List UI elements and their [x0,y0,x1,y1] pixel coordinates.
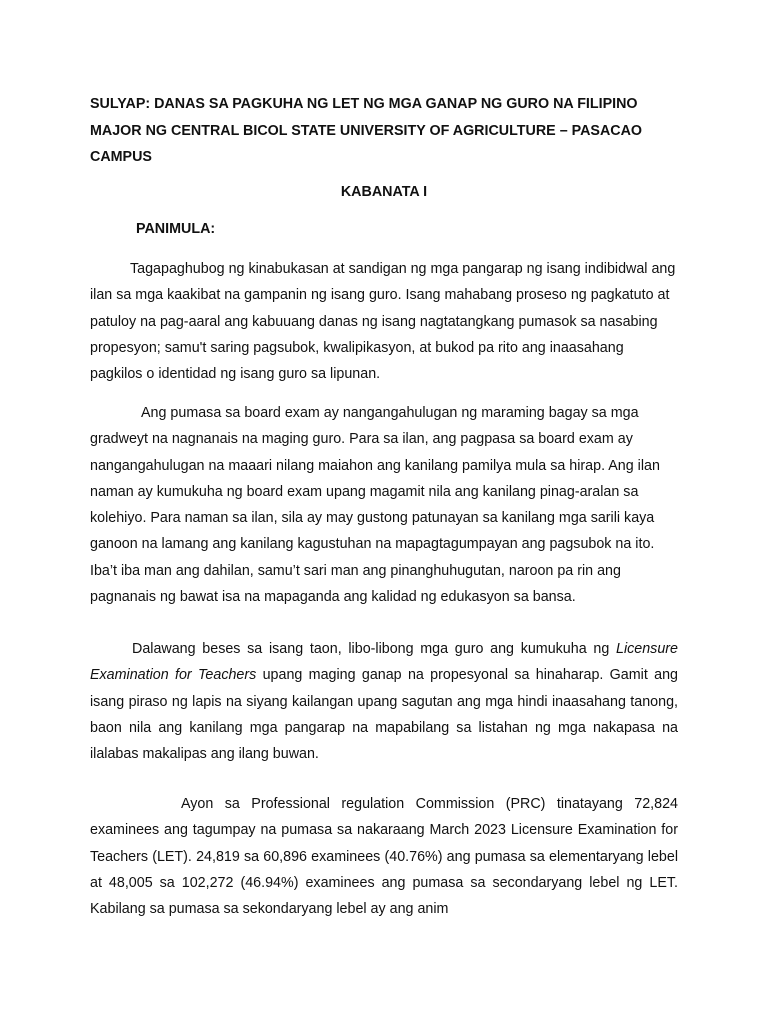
paragraph-3-text-start: Dalawang beses sa isang taon, libo-libong mga guro ang kumukuha ng [132,641,616,657]
paragraph-3 [90,636,678,767]
document-title: SULYAP: DANAS SA PAGKUHA NG LET NG MGA GANAP NG GURO NA FILIPINO MAJOR NG CENTRAL BICOL STATE UNIVERSITY OF AGRICULTURE – PASACAO CAMPUS [90,96,643,165]
paragraph-3-italic-term: Licensure Examination for Teachers [90,641,678,684]
chapter-heading: KABANATA I [340,184,428,200]
paragraph-1: Tagapaghubog ng kinabukasan at sandigan ng mga pangarap ng isang indibidwal ang ilan sa mga kaakibat na gampanin ng isang guro. Isang mahabang proseso ng pagkatuto at patuloy na pag-aaral ang kabuuang danas ng isang nagtatangkang pumasok sa nasabing propesyon; samu't saring pagsubok, kwalipikasyon, at bukod pa rito ang inaasahang pagkilos o identidad ng isang guro sa lipunan. [90,261,676,383]
paragraph-4: Ayon sa Professional regulation Commission (PRC) tinatayang 72,824 examinees ang tagumpay na pumasa sa nakaraang March 2023 Licensure Examination for Teachers (LET). 24,819 sa 60,896 examinees (40.76%) ang pumasa sa elementaryang lebel at 48,005 sa 102,272 (46.94%) examinees ang pumasa sa secondaryang lebel ng LET. Kabilang sa pumasa sa sekondaryang lebel ay ang anim [90,796,678,918]
section-heading: PANIMULA: [136,221,216,237]
paragraph-2: Ang pumasa sa board exam ay nangangahulugan ng maraming bagay sa mga gradweyt na nagnanais na maging guro. Para sa ilan, ang pagpasa sa board exam ay nangangahulugan na maaari nilang maiahon ang kanilang pamilya mula sa hirap. Ang ilan naman ay kumukuha ng board exam upang magamit nila ang kanilang pinag-aralan sa kolehiyo. Para naman sa ilan, sila ay may gustong patunayan sa kanilang mga sarili kaya ganoon na lamang ang kanilang kagustuhan na mapagtagumpayan ang pagsubok na ito. Iba’t iba man ang dahilan, samu’t sari man ang pinanghuhugutan, naroon pa rin ang pagnanais ng bawat isa na mapaganda ang kalidad ng edukasyon sa bansa. [90,405,660,606]
paragraph-3-text-end: upang maging ganap na propesyonal sa hinaharap. Gamit ang isang piraso ng lapis na siyang kailangan upang sagutan ang mga hindi inaasahang tanong, baon nila ang kanilang mga pangarap na mapabilang sa listahan ng mga nakapasa na ilalabas makalipas ang ilang buwan. [90,667,678,763]
